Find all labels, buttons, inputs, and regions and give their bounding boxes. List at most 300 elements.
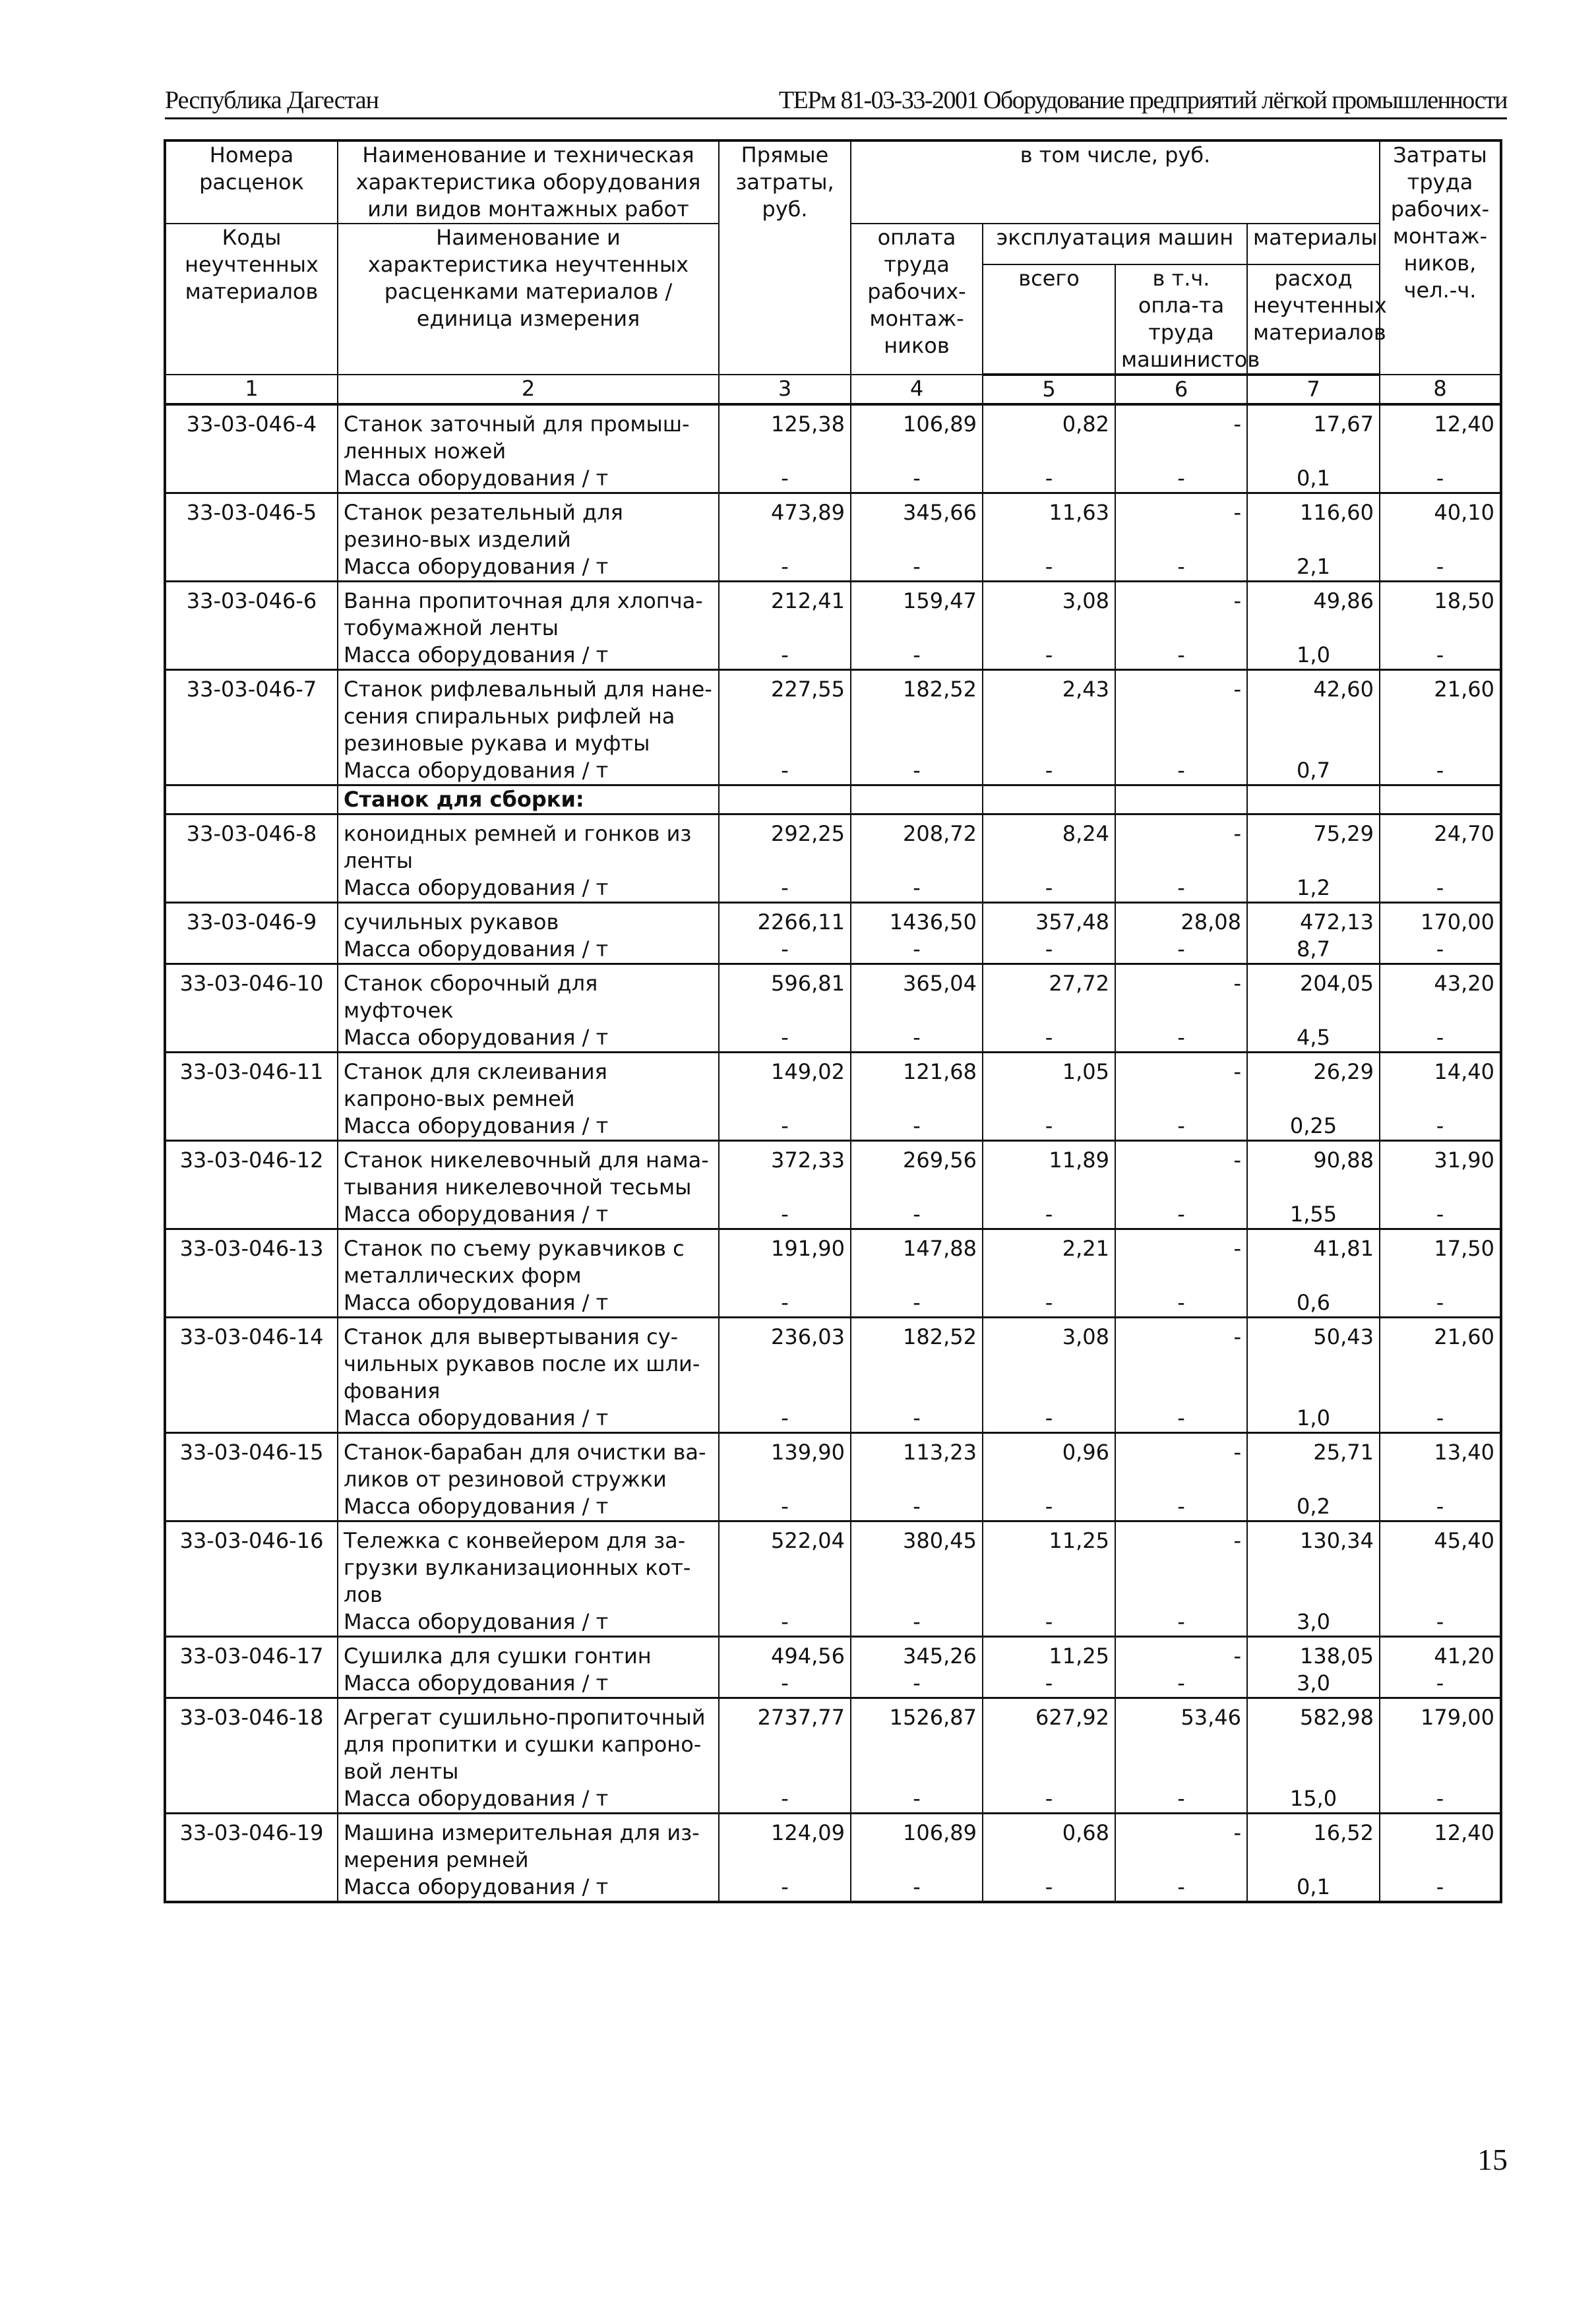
materials-cost: 25,71 [1247,1433,1380,1494]
mass-row [165,465,1501,493]
equipment-mass: 1,55 [1247,1201,1380,1229]
dash: - [719,1405,851,1433]
header-labor-pay: оплата труда рабочих-монтаж-ников [851,224,983,375]
labor-pay: 1526,87 [851,1698,983,1786]
rate-name: Станок заточный для промыш-ленных ножей [338,404,719,465]
header-operator-pay: в т.ч. опла-та труда машинистов [1115,264,1247,375]
dash: - [1115,757,1247,785]
labor-pay: 106,89 [851,404,983,465]
table-row [165,1698,1501,1786]
mass-row [165,1493,1501,1521]
operator-pay: - [1115,1318,1247,1405]
direct-costs: 372,33 [719,1141,851,1202]
rate-code: 33-03-046-14 [165,1318,338,1405]
mass-row [165,1113,1501,1141]
table-row [165,1521,1501,1609]
equipment-mass: 0,1 [1247,465,1380,493]
rate-code: 33-03-046-16 [165,1521,338,1609]
dash: - [1380,1201,1501,1229]
materials-cost: 75,29 [1247,814,1380,875]
column-number: 6 [1115,375,1247,404]
mass-label: Масса оборудования / т [338,1289,719,1318]
dash: - [851,1670,983,1698]
table-row [165,814,1501,875]
dash: - [1115,1670,1247,1698]
mass-row [165,1670,1501,1698]
column-number: 3 [719,375,851,404]
table-row [165,1433,1501,1494]
labor-hours: 24,70 [1380,814,1501,875]
mass-label: Масса оборудования / т [338,642,719,670]
dash: - [1115,1405,1247,1433]
equipment-mass: 0,25 [1247,1113,1380,1141]
table-row [165,493,1501,554]
dash: - [1380,1874,1501,1902]
labor-hours: 41,20 [1380,1637,1501,1671]
equipment-mass: 15,0 [1247,1785,1380,1814]
labor-pay: 1436,50 [851,903,983,936]
direct-costs: 292,25 [719,814,851,875]
materials-cost: 50,43 [1247,1318,1380,1405]
machines-total: 0,82 [983,404,1115,465]
dash: - [1115,1874,1247,1902]
dash: - [719,1201,851,1229]
rates-table [164,139,1502,1903]
header-machine-operation: эксплуатация машин [983,224,1247,264]
direct-costs: 473,89 [719,493,851,554]
labor-hours: 40,10 [1380,493,1501,554]
mass-label: Масса оборудования / т [338,1201,719,1229]
rate-code: 33-03-046-18 [165,1698,338,1786]
dash: - [983,1493,1115,1521]
table-row [165,1814,1501,1874]
labor-pay: 380,45 [851,1521,983,1609]
dash: - [851,1785,983,1814]
table-row [165,404,1501,465]
column-number: 1 [165,375,338,404]
labor-hours: 31,90 [1380,1141,1501,1202]
labor-pay: 208,72 [851,814,983,875]
mass-label: Масса оборудования / т [338,1609,719,1637]
direct-costs: 149,02 [719,1053,851,1113]
rate-name: Станок-барабан для очистки ва-ликов от резиновой стружки [338,1433,719,1494]
machines-total: 0,96 [983,1433,1115,1494]
rate-name: коноидных ремней и гонков из ленты [338,814,719,875]
materials-cost: 472,13 [1247,903,1380,936]
mass-row [165,1201,1501,1229]
mass-label: Масса оборудования / т [338,874,719,903]
dash: - [1380,1113,1501,1141]
dash: - [983,1289,1115,1318]
dash: - [851,1493,983,1521]
mass-label: Масса оборудования / т [338,1024,719,1053]
section-title: Станок для сборки: [344,787,584,812]
equipment-mass: 1,2 [1247,874,1380,903]
dash: - [851,1289,983,1318]
labor-pay: 182,52 [851,670,983,758]
rate-name: Станок для склеивания капроно-вых ремней [338,1053,719,1113]
machines-total: 3,08 [983,582,1115,642]
dash: - [851,1024,983,1053]
dash: - [1380,1493,1501,1521]
mass-label: Масса оборудования / т [338,1874,719,1902]
labor-hours: 18,50 [1380,582,1501,642]
table-row [165,903,1501,936]
mass-row [165,936,1501,964]
dash: - [983,1609,1115,1637]
mass-row [165,1785,1501,1814]
mass-label: Масса оборудования / т [338,1405,719,1433]
mass-row [165,757,1501,785]
direct-costs: 212,41 [719,582,851,642]
header-material-name: Наименование и характеристика неучтенных расценками материалов / единица измерения [338,224,719,375]
mass-row [165,1289,1501,1318]
dash: - [1380,1609,1501,1637]
labor-hours: 14,40 [1380,1053,1501,1113]
machines-total: 1,05 [983,1053,1115,1113]
materials-cost: 16,52 [1247,1814,1380,1874]
machines-total: 11,25 [983,1521,1115,1609]
dash: - [983,465,1115,493]
column-numbers-row [165,375,1501,404]
dash: - [983,757,1115,785]
machines-total: 357,48 [983,903,1115,936]
operator-pay: - [1115,404,1247,465]
labor-pay: 147,88 [851,1229,983,1290]
table-row [165,1053,1501,1113]
labor-pay: 345,26 [851,1637,983,1671]
rate-name: Станок для вывертывания су-чильных рукавов после их шли-фования [338,1318,719,1405]
dash: - [719,936,851,964]
materials-cost: 41,81 [1247,1229,1380,1290]
header-work-name: Наименование и техническая характеристика оборудования или видов монтажных работ [338,140,719,224]
machines-total: 11,89 [983,1141,1115,1202]
mass-label: Масса оборудования / т [338,1493,719,1521]
labor-hours: 170,00 [1380,903,1501,936]
dash: - [983,1113,1115,1141]
dash: - [719,1289,851,1318]
rate-name: сучильных рукавов [338,903,719,936]
equipment-mass: 3,0 [1247,1670,1380,1698]
labor-pay: 121,68 [851,1053,983,1113]
operator-pay: - [1115,670,1247,758]
labor-hours: 43,20 [1380,964,1501,1025]
rate-name: Машина измерительная для из-мерения ремней [338,1814,719,1874]
dash: - [983,1201,1115,1229]
rate-code: 33-03-046-7 [165,670,338,758]
dash: - [1380,642,1501,670]
materials-cost: 130,34 [1247,1521,1380,1609]
rate-code: 33-03-046-5 [165,493,338,554]
machines-total: 0,68 [983,1814,1115,1874]
column-number: 5 [983,375,1115,404]
dash: - [719,874,851,903]
dash: - [719,1785,851,1814]
direct-costs: 522,04 [719,1521,851,1609]
direct-costs: 227,55 [719,670,851,758]
table-row [165,582,1501,642]
dash: - [983,874,1115,903]
dash: - [719,1874,851,1902]
direct-costs: 191,90 [719,1229,851,1290]
labor-hours: 179,00 [1380,1698,1501,1786]
header-machines-total: всего [983,264,1115,375]
dash: - [1115,1289,1247,1318]
operator-pay: - [1115,1814,1247,1874]
materials-cost: 49,86 [1247,582,1380,642]
rate-code: 33-03-046-13 [165,1229,338,1290]
labor-pay: 182,52 [851,1318,983,1405]
dash: - [1380,1785,1501,1814]
mass-label: Масса оборудования / т [338,1785,719,1814]
rate-code: 33-03-046-9 [165,903,338,936]
dash: - [983,1405,1115,1433]
direct-costs: 2737,77 [719,1698,851,1786]
mass-row [165,553,1501,582]
dash: - [1380,936,1501,964]
mass-row [165,1609,1501,1637]
dash: - [719,1024,851,1053]
table-row [165,670,1501,758]
materials-cost: 116,60 [1247,493,1380,554]
operator-pay: - [1115,1637,1247,1671]
dash: - [851,936,983,964]
labor-pay: 106,89 [851,1814,983,1874]
materials-cost: 90,88 [1247,1141,1380,1202]
mass-row [165,642,1501,670]
rate-name: Ванна пропиточная для хлопча-тобумажной ленты [338,582,719,642]
materials-cost: 17,67 [1247,404,1380,465]
rate-code: 33-03-046-8 [165,814,338,875]
column-number: 2 [338,375,719,404]
dash: - [719,757,851,785]
dash: - [719,1670,851,1698]
table-row [165,1141,1501,1202]
dash: - [1380,1289,1501,1318]
dash: - [851,757,983,785]
operator-pay: - [1115,814,1247,875]
header-including: в том числе, руб. [851,140,1380,224]
dash: - [719,1493,851,1521]
column-number: 7 [1247,375,1380,404]
table-row [165,1637,1501,1671]
dash: - [851,1113,983,1141]
equipment-mass: 4,5 [1247,1024,1380,1053]
labor-hours: 45,40 [1380,1521,1501,1609]
dash: - [1115,642,1247,670]
operator-pay: 28,08 [1115,903,1247,936]
operator-pay: - [1115,493,1247,554]
column-number: 4 [851,375,983,404]
dash: - [1115,1201,1247,1229]
header-direct-costs: Прямые затраты, руб. [719,140,851,375]
dash: - [851,1201,983,1229]
mass-label: Масса оборудования / т [338,553,719,582]
materials-cost: 42,60 [1247,670,1380,758]
rate-name: Станок никелевочный для нама-тывания никелевочной тесьмы [338,1141,719,1202]
materials-cost: 138,05 [1247,1637,1380,1671]
region-title: Республика Дагестан [165,86,379,114]
dash: - [851,874,983,903]
labor-pay: 159,47 [851,582,983,642]
operator-pay: - [1115,1053,1247,1113]
dash: - [1115,936,1247,964]
header-rate-numbers: Номера расценок [165,140,338,224]
rate-name: Станок сборочный для муфточек [338,964,719,1025]
operator-pay: - [1115,582,1247,642]
header-material-codes: Коды неучтенных материалов [165,224,338,375]
materials-cost: 582,98 [1247,1698,1380,1786]
equipment-mass: 8,7 [1247,936,1380,964]
rate-name: Агрегат сушильно-пропиточный для пропитки и сушки капроно-вой ленты [338,1698,719,1786]
mass-row [165,1024,1501,1053]
direct-costs: 494,56 [719,1637,851,1671]
mass-label: Масса оборудования / т [338,757,719,785]
dash: - [1380,465,1501,493]
table-row [165,964,1501,1025]
dash: - [1115,1493,1247,1521]
direct-costs: 236,03 [719,1318,851,1405]
dash: - [851,1609,983,1637]
dash: - [719,1609,851,1637]
dash: - [719,1113,851,1141]
page-number: 15 [1477,2143,1508,2176]
direct-costs: 125,38 [719,404,851,465]
materials-cost: 26,29 [1247,1053,1380,1113]
rate-name: Станок по съему рукавчиков с металлических форм [338,1229,719,1290]
rate-code: 33-03-046-19 [165,1814,338,1874]
dash: - [851,642,983,670]
rate-code: 33-03-046-11 [165,1053,338,1113]
dash: - [1380,1670,1501,1698]
dash: - [983,1670,1115,1698]
labor-pay: 365,04 [851,964,983,1025]
operator-pay: - [1115,1141,1247,1202]
labor-pay: 269,56 [851,1141,983,1202]
dash: - [1380,874,1501,903]
dash: - [851,1874,983,1902]
dash: - [1115,1785,1247,1814]
direct-costs: 124,09 [719,1814,851,1874]
header-labor-hours: Затраты труда рабочих-монтаж-ников, чел.-ч. [1380,140,1501,375]
operator-pay: 53,46 [1115,1698,1247,1786]
rate-name: Тележка с конвейером для за-грузки вулканизационных кот-лов [338,1521,719,1609]
mass-row [165,874,1501,903]
mass-label: Масса оборудования / т [338,1670,719,1698]
dash: - [983,1024,1115,1053]
dash: - [719,642,851,670]
rate-name: Сушилка для сушки гонтин [338,1637,719,1671]
rate-code: 33-03-046-15 [165,1433,338,1494]
dash: - [1115,1113,1247,1141]
rate-code: 33-03-046-12 [165,1141,338,1202]
machines-total: 627,92 [983,1698,1115,1786]
machines-total: 11,63 [983,493,1115,554]
table-row [165,1318,1501,1405]
running-header [165,84,1507,119]
labor-pay: 113,23 [851,1433,983,1494]
dash: - [1380,757,1501,785]
direct-costs: 139,90 [719,1433,851,1494]
equipment-mass: 1,0 [1247,642,1380,670]
header-materials: материалы [1247,224,1380,264]
operator-pay: - [1115,964,1247,1025]
machines-total: 2,43 [983,670,1115,758]
materials-cost: 204,05 [1247,964,1380,1025]
rate-name: Станок рифлевальный для нане-сения спиральных рифлей на резиновые рукава и муфты [338,670,719,758]
labor-pay: 345,66 [851,493,983,554]
dash: - [1115,465,1247,493]
mass-row [165,1874,1501,1902]
section-row [165,785,1501,814]
document-title: ТЕРм 81-03-33-2001 Оборудование предприятий лёгкой промышленности [778,86,1507,114]
dash: - [983,936,1115,964]
rate-code: 33-03-046-4 [165,404,338,465]
labor-hours: 17,50 [1380,1229,1501,1290]
dash: - [851,465,983,493]
equipment-mass: 2,1 [1247,553,1380,582]
equipment-mass: 0,1 [1247,1874,1380,1902]
labor-hours: 21,60 [1380,1318,1501,1405]
equipment-mass: 0,7 [1247,757,1380,785]
machines-total: 27,72 [983,964,1115,1025]
dash: - [983,1785,1115,1814]
direct-costs: 2266,11 [719,903,851,936]
dash: - [719,465,851,493]
dash: - [983,642,1115,670]
dash: - [1115,553,1247,582]
header-material-consumption: расход неучтенных материалов [1247,264,1380,375]
equipment-mass: 0,6 [1247,1289,1380,1318]
dash: - [719,553,851,582]
labor-hours: 21,60 [1380,670,1501,758]
dash: - [851,553,983,582]
mass-label: Масса оборудования / т [338,465,719,493]
dash: - [851,1405,983,1433]
rate-code: 33-03-046-17 [165,1637,338,1671]
equipment-mass: 3,0 [1247,1609,1380,1637]
dash: - [1115,1024,1247,1053]
mass-row [165,1405,1501,1433]
equipment-mass: 1,0 [1247,1405,1380,1433]
machines-total: 2,21 [983,1229,1115,1290]
machines-total: 11,25 [983,1637,1115,1671]
labor-hours: 13,40 [1380,1433,1501,1494]
direct-costs: 596,81 [719,964,851,1025]
column-number: 8 [1380,375,1501,404]
operator-pay: - [1115,1229,1247,1290]
equipment-mass: 0,2 [1247,1493,1380,1521]
machines-total: 8,24 [983,814,1115,875]
dash: - [1380,553,1501,582]
rate-code: 33-03-046-10 [165,964,338,1025]
dash: - [1115,1609,1247,1637]
labor-hours: 12,40 [1380,1814,1501,1874]
mass-label: Масса оборудования / т [338,936,719,964]
operator-pay: - [1115,1521,1247,1609]
table-row [165,1229,1501,1290]
dash: - [1115,874,1247,903]
machines-total: 3,08 [983,1318,1115,1405]
rate-name: Станок резательный для резино-вых изделий [338,493,719,554]
dash: - [983,1874,1115,1902]
rate-code: 33-03-046-6 [165,582,338,642]
labor-hours: 12,40 [1380,404,1501,465]
dash: - [1380,1024,1501,1053]
dash: - [1380,1405,1501,1433]
operator-pay: - [1115,1433,1247,1494]
mass-label: Масса оборудования / т [338,1113,719,1141]
